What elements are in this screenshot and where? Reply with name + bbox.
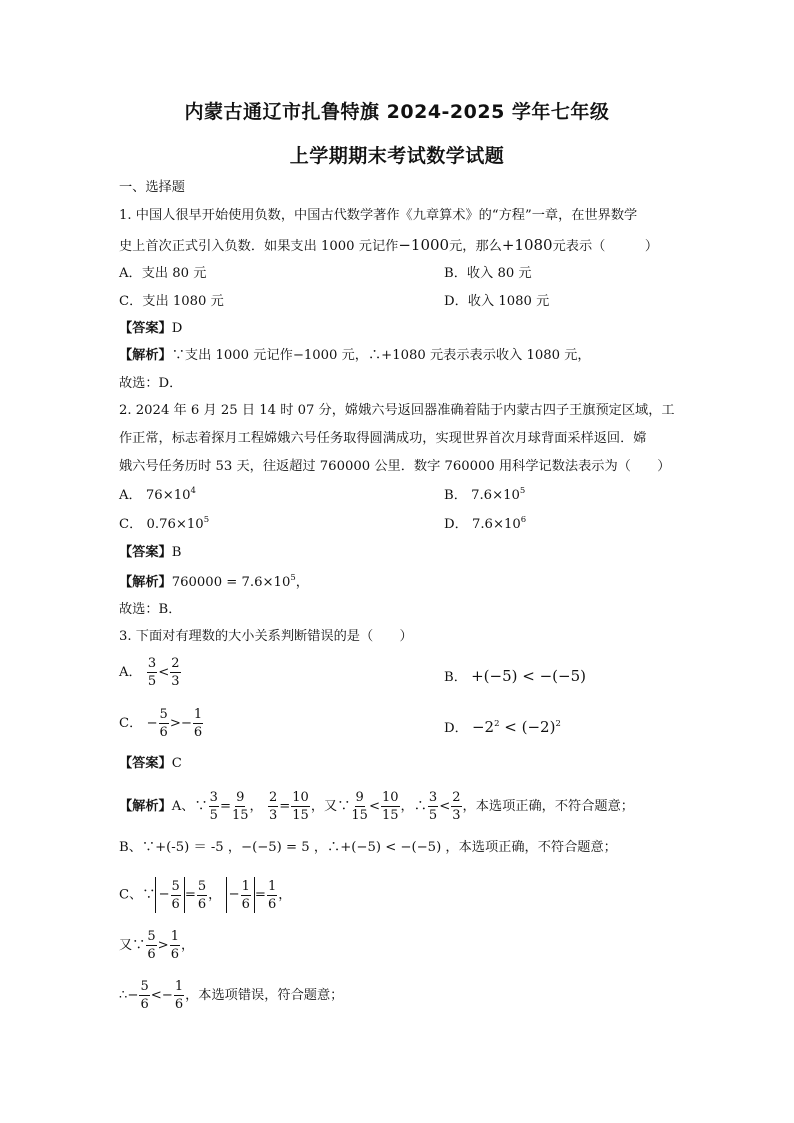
fraction-2-3 <box>451 791 461 822</box>
frac-num: 5 <box>197 878 207 894</box>
q3-option-c-label: C． <box>119 716 143 731</box>
frac-den: 6 <box>267 896 277 912</box>
fraction-3-5 <box>428 791 438 822</box>
q1-option-c: C．支出 1080 元 <box>119 294 224 309</box>
q3-option-c: C． − $\frac{5}{6}$ >− $\frac{1}{6}$ <box>119 707 203 740</box>
q3-option-d-a: −2 <box>471 718 495 736</box>
frac-den: 6 <box>140 997 149 1012</box>
q1-stem-text-b: 元，那么 <box>449 239 502 254</box>
frac-den: 15 <box>232 808 249 823</box>
q2-answer-value: B <box>171 545 182 560</box>
frac-num: 3 <box>147 656 157 671</box>
q2-option-b-exp: 5 <box>519 486 526 496</box>
q3-option-b-label: B． <box>444 670 467 685</box>
q3-analysis-so: ∴− $\frac{5}{6}$ <− $\frac{1}{6}$ ，本选项错误，符合题意； <box>119 979 344 1012</box>
q2-option-d <box>444 516 526 534</box>
frac-num: 2 <box>452 790 461 805</box>
fraction-1-6 <box>241 880 251 911</box>
q3-you-prefix: 又∵ <box>119 938 146 953</box>
q2-option-d-label: D． <box>444 517 468 532</box>
q2-option-a-value: 76×10 <box>145 488 191 503</box>
q3-c-prefix: C、∵ <box>119 887 156 903</box>
title-line-2: 上学期期末考试数学试题 <box>289 145 505 167</box>
frac-num: 10 <box>292 790 309 805</box>
q3-c-end: ， <box>278 887 292 903</box>
q2-option-c <box>119 516 209 534</box>
q2-stem-line-1: 2. 2024 年 6 月 25 日 14 时 07 分，嫦娥六号返回器准确着陆于内蒙古四子王旗预定区域，工 <box>119 403 675 418</box>
frac-den: 15 <box>351 808 368 823</box>
q1-answer-value: D <box>171 321 183 336</box>
q3-a-sep2: ，又∵ <box>310 799 351 814</box>
q2-analysis-exp: 5 <box>290 573 296 583</box>
q2-option-d-value: 7.6×10 <box>471 517 521 532</box>
title-line-1: 内蒙古通辽市扎鲁特旗 2024-2025 学年七年级 <box>184 101 610 123</box>
q2-option-a <box>119 487 196 505</box>
q2-analysis-label: 【解析】 <box>119 575 172 590</box>
fraction-5-6 <box>139 980 149 1011</box>
q2-analysis-end: ， <box>295 575 309 590</box>
q3-a-end: ，本选项正确，不符合题意； <box>462 799 634 814</box>
fraction-1-6 <box>170 930 180 961</box>
frac-num: 1 <box>241 878 250 894</box>
q3-analysis-label: 【解析】 <box>119 799 172 814</box>
frac-num: 5 <box>171 878 180 894</box>
frac-num: 3 <box>428 790 438 805</box>
q3-so-end: ，本选项错误，符合题意； <box>185 988 344 1003</box>
q3-answer-value: C <box>171 756 182 771</box>
q2-option-a-label: A． <box>119 488 142 503</box>
q3-analysis-you: 又∵ $\frac{5}{6}$ > $\frac{1}{6}$ ， <box>119 929 195 962</box>
frac-num: 3 <box>209 790 218 805</box>
fraction-10-15 <box>381 791 400 822</box>
frac-num: 1 <box>170 929 179 944</box>
frac-den: 6 <box>147 947 156 962</box>
frac-num: 5 <box>147 929 156 944</box>
frac-den: 6 <box>171 896 180 912</box>
q1-conclusion: 故选：D． <box>119 376 183 391</box>
frac-num: 2 <box>268 790 278 805</box>
frac-num: 10 <box>382 790 399 805</box>
q2-stem-line-3: 娥六号任务历时 53 天，往返超过 760000 公里．数字 760000 用科学记数法表示为（ ） <box>119 459 671 474</box>
q3-a-sep3: ，∴ <box>400 799 427 814</box>
q2-option-b-value: 7.6×10 <box>471 488 520 503</box>
q1-option-d: D．收入 1080 元 <box>444 294 550 309</box>
q3-answer <box>119 755 182 773</box>
q2-option-b <box>444 487 525 505</box>
q1-math-1: −1000 <box>398 236 450 254</box>
q2-stem-line-2: 作正常，标志着探月工程嫦娥六号任务取得圆满成功，实现世界首次月球背面采样返回．嫦 <box>119 431 647 446</box>
q3-so-prefix: ∴− <box>119 988 139 1003</box>
frac-num: 9 <box>355 790 364 805</box>
frac-num: 1 <box>267 878 277 894</box>
q3-stem: 3. 下面对有理数的大小关系判断错误的是（ ） <box>119 629 413 644</box>
q3-option-b-value: +(−5) < −(−5) <box>471 667 586 685</box>
frac-den: 5 <box>428 808 438 823</box>
q2-answer <box>119 544 181 562</box>
q1-analysis <box>119 347 591 365</box>
q3-analysis-b: B、∵+(-5) ＝ -5 ，−(−5) = 5 ，∴+(−5) < −(−5) ，本选项正确，不符合题意； <box>119 840 617 855</box>
abs-neg-1-6: − $\frac{1}{6}$ <box>226 877 255 913</box>
frac-num: 1 <box>174 979 184 994</box>
q3-a-prefix: A、∵ <box>171 799 208 814</box>
frac-num: 1 <box>193 707 203 722</box>
q3-option-d <box>444 718 561 738</box>
fraction-5-6 <box>146 930 156 961</box>
frac-den: 15 <box>382 808 399 823</box>
q2-option-d-exp: 6 <box>520 515 527 525</box>
q1-analysis-text: ∵支出 1000 元记作−1000 元，∴+1080 元表示表示收入 1080 元， <box>171 348 591 363</box>
q2-option-c-value: 0.76×10 <box>146 517 204 532</box>
fraction-2-3 <box>268 791 278 822</box>
q1-answer <box>119 320 182 338</box>
q2-conclusion: 故选：B． <box>119 602 182 617</box>
frac-den: 6 <box>159 725 168 740</box>
frac-den: 6 <box>241 896 250 912</box>
section-heading: 一、选择题 <box>119 180 185 195</box>
frac-den: 6 <box>170 947 179 962</box>
q1-stem-line-2 <box>119 236 658 256</box>
q1-analysis-label: 【解析】 <box>119 348 172 363</box>
frac-den: 3 <box>452 808 461 823</box>
fraction-1-6 <box>267 880 277 911</box>
q3-option-d-b: < (−2) <box>499 718 556 736</box>
frac-den: 5 <box>147 674 157 689</box>
q2-option-a-exp: 4 <box>190 486 196 496</box>
frac-num: 2 <box>171 656 180 671</box>
q1-stem-text-c: 元表示（ ） <box>552 239 659 254</box>
frac-den: 5 <box>209 808 218 823</box>
fraction-1-6 <box>174 980 184 1011</box>
fraction-1-6 <box>193 708 203 739</box>
q2-analysis <box>119 574 309 592</box>
fraction-10-15 <box>291 791 310 822</box>
q3-answer-label: 【答案】 <box>119 756 172 771</box>
frac-den: 6 <box>197 896 207 912</box>
abs-neg-5-6: − $\frac{5}{6}$ <box>155 877 184 913</box>
fraction-5-6 <box>171 880 181 911</box>
fraction-3-5 <box>209 791 219 822</box>
fraction-3-5 <box>147 657 157 688</box>
q2-option-c-exp: 5 <box>203 515 210 525</box>
fraction-9-15 <box>351 791 368 822</box>
q3-a-sep1: ， <box>249 799 263 814</box>
q3-analysis-a: 【解析】A、∵ $\frac{3}{5}$ = $\frac{9}{15}$ ， $\frac{2}{3}$ = $\frac{10}{15}$ ，又∵ $\frac{9}{15}$ < $\frac{10}{15}$ ，∴ $\frac{3}{5}$ < $\frac{2}{3}$ ，本选项正确，不符合题意； <box>119 790 634 823</box>
q3-option-a-label: A． <box>119 665 142 680</box>
q2-option-b-label: B． <box>444 488 467 503</box>
q3-option-d-label: D． <box>444 721 468 736</box>
q3-option-d-exp2: 2 <box>555 719 561 729</box>
q1-option-b: B．收入 80 元 <box>444 266 532 281</box>
q1-option-a: A．支出 80 元 <box>119 266 207 281</box>
q3-option-d-exp1: 2 <box>494 719 500 729</box>
q1-stem-line-1: 1. 中国人很早开始使用负数，中国古代数学著作《九章算术》的“方程”一章，在世界数学 <box>119 208 638 223</box>
frac-den: 3 <box>268 808 278 823</box>
frac-den: 6 <box>174 997 184 1012</box>
q2-answer-label: 【答案】 <box>119 545 172 560</box>
frac-num: 9 <box>236 790 245 805</box>
fraction-2-3 <box>170 657 180 688</box>
q1-answer-label: 【答案】 <box>119 321 172 336</box>
q2-option-c-label: C． <box>119 517 143 532</box>
q3-you-end: ， <box>181 938 195 953</box>
frac-den: 15 <box>292 808 309 823</box>
fraction-5-6 <box>159 708 169 739</box>
frac-den: 6 <box>193 725 203 740</box>
frac-num: 5 <box>159 707 168 722</box>
fraction-9-15 <box>232 791 249 822</box>
q3-option-b <box>444 667 586 687</box>
q3-option-a: A． $\frac{3}{5}$ < $\frac{2}{3}$ <box>119 656 180 689</box>
q1-stem-text-a: 史上首次正式引入负数．如果支出 1000 元记作 <box>119 239 399 254</box>
q3-analysis-c: C、∵ − $\frac{5}{6}$ = $\frac{5}{6}$ ， − $\frac{1}{6}$ = $\frac{1}{6}$ ， <box>119 878 292 912</box>
frac-num: 5 <box>140 979 149 994</box>
frac-den: 3 <box>171 674 180 689</box>
q1-math-2: +1080 <box>501 236 553 254</box>
fraction-5-6 <box>197 880 207 911</box>
q2-analysis-text: 760000 = 7.6×10 <box>171 575 291 590</box>
